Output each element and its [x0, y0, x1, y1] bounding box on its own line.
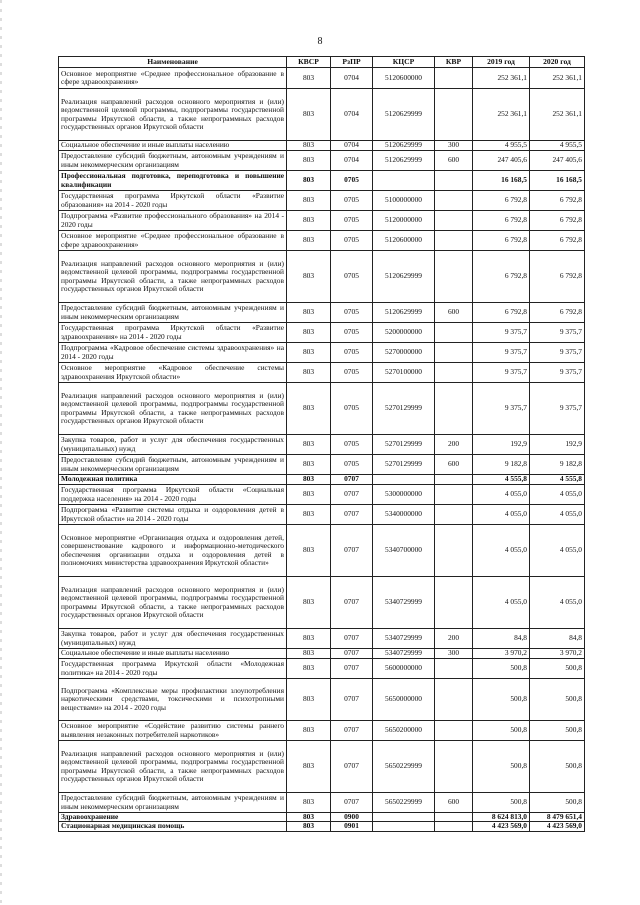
cell-kvsr: 803: [287, 303, 331, 323]
cell-kvsr: 803: [287, 793, 331, 813]
table-row: [59, 251, 585, 303]
cell-2020: 4 055,0: [530, 525, 585, 577]
cell-name: Основное мероприятие «Содействие развитию системы раннего выявления незаконных потребителей наркотиков»: [59, 721, 287, 741]
header-kvsr: КВСР: [287, 57, 331, 68]
table-row: [59, 505, 585, 525]
cell-2019: 9 182,8: [473, 455, 530, 475]
cell-2020: 9 375,7: [530, 323, 585, 343]
cell-2020: 8 479 651,4: [530, 813, 585, 822]
cell-kvr: [435, 231, 473, 251]
cell-kvr: [435, 211, 473, 231]
cell-2020: 4 055,0: [530, 577, 585, 629]
cell-kcsr: 5100000000: [373, 191, 435, 211]
cell-2019: 6 792,8: [473, 303, 530, 323]
cell-name: Закупка товаров, работ и услуг для обеспечения государственных (муниципальных) нужд: [59, 435, 287, 455]
cell-2019: 6 792,8: [473, 191, 530, 211]
cell-2020: 500,8: [530, 721, 585, 741]
scan-edge-artifact: [0, 0, 2, 905]
cell-rzpr: 0705: [331, 251, 373, 303]
cell-kvsr: 803: [287, 629, 331, 649]
cell-2019: 252 361,1: [473, 68, 530, 89]
cell-rzpr: 0901: [331, 822, 373, 831]
table-row: [59, 485, 585, 505]
table-row: [59, 231, 585, 251]
cell-kvsr: 803: [287, 679, 331, 721]
cell-name: Основное мероприятие «Кадровое обеспечение системы здравоохранения Иркутской области»: [59, 363, 287, 383]
cell-kcsr: 5270129999: [373, 435, 435, 455]
cell-kvr: [435, 68, 473, 89]
cell-kvsr: 803: [287, 383, 331, 435]
cell-name: Основное мероприятие «Среднее профессиональное образование в сфере здравоохранения»: [59, 68, 287, 89]
header-name: Наименование: [59, 57, 287, 68]
cell-kcsr: 5340729999: [373, 629, 435, 649]
cell-2020: 252 361,1: [530, 68, 585, 89]
cell-rzpr: 0707: [331, 679, 373, 721]
cell-kcsr: 5300000000: [373, 485, 435, 505]
cell-kcsr: 5120600000: [373, 68, 435, 89]
table-header-row: [59, 57, 585, 68]
cell-name: Подпрограмма «Развитие профессионального образования» на 2014 - 2020 годы: [59, 211, 287, 231]
cell-kcsr: 5270129999: [373, 455, 435, 475]
cell-2019: 4 055,0: [473, 505, 530, 525]
cell-name: Подпрограмма «Развитие системы отдыха и оздоровления детей в Иркутской области» на 2014 - 2020 годы: [59, 505, 287, 525]
cell-2019: 9 375,7: [473, 363, 530, 383]
cell-2020: 252 361,1: [530, 89, 585, 141]
cell-kvsr: 803: [287, 435, 331, 455]
cell-name: Государственная программа Иркутской области «Молодежная политика» на 2014 - 2020 годы: [59, 659, 287, 679]
cell-2019: 8 624 813,0: [473, 813, 530, 822]
table-row: [59, 659, 585, 679]
cell-name: Государственная программа Иркутской области «Развитие здравоохранения» на 2014 - 2020 годы: [59, 323, 287, 343]
cell-2020: 6 792,8: [530, 191, 585, 211]
cell-2020: 500,8: [530, 679, 585, 721]
cell-2019: 4 055,0: [473, 485, 530, 505]
table-row: [59, 343, 585, 363]
table-row: [59, 141, 585, 151]
cell-2019: 500,8: [473, 659, 530, 679]
cell-rzpr: 0705: [331, 211, 373, 231]
cell-2020: 247 405,6: [530, 151, 585, 171]
cell-kcsr: [373, 822, 435, 831]
cell-name: Основное мероприятие «Организация отдыха и оздоровления детей, совершенствование кадрового и информационно-методического обеспечения организации отдыха и оздоровления детей в полномочиях министерства здравоохранения Иркутской области»: [59, 525, 287, 577]
cell-rzpr: 0707: [331, 629, 373, 649]
cell-rzpr: 0705: [331, 231, 373, 251]
cell-kvr: [435, 741, 473, 793]
cell-2020: 6 792,8: [530, 231, 585, 251]
cell-name: Закупка товаров, работ и услуг для обеспечения государственных (муниципальных) нужд: [59, 629, 287, 649]
cell-kvsr: 803: [287, 151, 331, 171]
cell-kvr: 300: [435, 649, 473, 659]
cell-2020: 9 375,7: [530, 343, 585, 363]
cell-rzpr: 0707: [331, 741, 373, 793]
cell-2020: 500,8: [530, 793, 585, 813]
cell-2019: 4 423 569,0: [473, 822, 530, 831]
table-row: [59, 822, 585, 831]
cell-name: Реализация направлений расходов основного мероприятия и (или) ведомственной целевой программы, подпрограммы государственной программы Иркутской области, а также непрограммных расходов государственных органов Иркутской области: [59, 741, 287, 793]
table-row: [59, 191, 585, 211]
cell-kcsr: [373, 813, 435, 822]
cell-2020: 6 792,8: [530, 211, 585, 231]
cell-kvr: [435, 505, 473, 525]
cell-kvsr: 803: [287, 822, 331, 831]
cell-name: Предоставление субсидий бюджетным, автономным учреждениям и иным некоммерческим организациям: [59, 455, 287, 475]
cell-rzpr: 0707: [331, 793, 373, 813]
cell-kvr: 300: [435, 141, 473, 151]
cell-kcsr: 5340700000: [373, 525, 435, 577]
cell-2020: 16 168,5: [530, 171, 585, 191]
table-row: [59, 89, 585, 141]
table-row: [59, 323, 585, 343]
cell-kvsr: 803: [287, 455, 331, 475]
cell-kcsr: 5650229999: [373, 793, 435, 813]
cell-2020: 9 182,8: [530, 455, 585, 475]
table-row: [59, 68, 585, 89]
cell-2020: 4 423 569,0: [530, 822, 585, 831]
cell-kvr: [435, 191, 473, 211]
table-row: [59, 525, 585, 577]
cell-kvr: [435, 525, 473, 577]
cell-kvr: 600: [435, 151, 473, 171]
cell-kvsr: 803: [287, 505, 331, 525]
cell-2020: 84,8: [530, 629, 585, 649]
cell-rzpr: 0705: [331, 363, 373, 383]
cell-name: Реализация направлений расходов основного мероприятия и (или) ведомственной целевой программы, подпрограммы государственной программы Иркутской области, а также непрограммных расходов государственных органов Иркутской области: [59, 251, 287, 303]
cell-2019: 9 375,7: [473, 383, 530, 435]
cell-kvsr: 803: [287, 251, 331, 303]
cell-name: Реализация направлений расходов основного мероприятия и (или) ведомственной целевой программы, подпрограммы государственной программы Иркутской области, а также непрограммных расходов государственных органов Иркутской области: [59, 89, 287, 141]
cell-kvr: 200: [435, 629, 473, 649]
cell-2019: 192,9: [473, 435, 530, 455]
cell-kvr: [435, 171, 473, 191]
cell-kvsr: 803: [287, 813, 331, 822]
cell-rzpr: 0704: [331, 141, 373, 151]
cell-name: Молодежная политика: [59, 475, 287, 485]
cell-kvsr: 803: [287, 649, 331, 659]
cell-2019: 16 168,5: [473, 171, 530, 191]
cell-2019: 6 792,8: [473, 251, 530, 303]
cell-rzpr: 0705: [331, 343, 373, 363]
header-2020: 2020 год: [530, 57, 585, 68]
header-2019: 2019 год: [473, 57, 530, 68]
table-row: [59, 383, 585, 435]
cell-kcsr: 5270129999: [373, 383, 435, 435]
header-rzpr: РзПР: [331, 57, 373, 68]
cell-2020: 6 792,8: [530, 251, 585, 303]
cell-kcsr: 5340729999: [373, 577, 435, 629]
table-body: [59, 68, 585, 832]
cell-2019: 500,8: [473, 679, 530, 721]
table-row: [59, 721, 585, 741]
cell-2019: 6 792,8: [473, 231, 530, 251]
cell-name: Реализация направлений расходов основного мероприятия и (или) ведомственной целевой программы, подпрограммы государственной программы Иркутской области, а также непрограммных расходов государственных органов Иркутской области: [59, 577, 287, 629]
cell-kcsr: 5120000000: [373, 211, 435, 231]
table-row: [59, 363, 585, 383]
cell-kvr: [435, 475, 473, 485]
cell-kcsr: 5650229999: [373, 741, 435, 793]
cell-kvsr: 803: [287, 741, 331, 793]
cell-kvr: [435, 659, 473, 679]
cell-2019: 84,8: [473, 629, 530, 649]
cell-2020: 500,8: [530, 659, 585, 679]
cell-kcsr: 5340000000: [373, 505, 435, 525]
cell-kcsr: 5200000000: [373, 323, 435, 343]
cell-kvsr: 803: [287, 659, 331, 679]
table-row: [59, 741, 585, 793]
cell-kvr: [435, 485, 473, 505]
cell-kcsr: 5120629999: [373, 251, 435, 303]
cell-2020: 4 055,0: [530, 485, 585, 505]
cell-kvr: [435, 89, 473, 141]
cell-name: Реализация направлений расходов основного мероприятия и (или) ведомственной целевой программы, подпрограммы государственной программы Иркутской области, а также непрограммных расходов государственных органов Иркутской области: [59, 383, 287, 435]
cell-name: Предоставление субсидий бюджетным, автономным учреждениям и иным некоммерческим организациям: [59, 303, 287, 323]
cell-kvsr: 803: [287, 323, 331, 343]
cell-2019: 4 955,5: [473, 141, 530, 151]
cell-kvsr: 803: [287, 475, 331, 485]
cell-rzpr: 0704: [331, 89, 373, 141]
cell-kvsr: 803: [287, 343, 331, 363]
cell-rzpr: 0705: [331, 171, 373, 191]
cell-2019: 4 055,0: [473, 525, 530, 577]
cell-2019: 9 375,7: [473, 323, 530, 343]
cell-kcsr: 5120629999: [373, 151, 435, 171]
cell-name: Основное мероприятие «Среднее профессиональное образование в сфере здравоохранения»: [59, 231, 287, 251]
cell-2019: 252 361,1: [473, 89, 530, 141]
cell-name: Социальное обеспечение и иные выплаты населению: [59, 649, 287, 659]
cell-2020: 9 375,7: [530, 363, 585, 383]
cell-2020: 500,8: [530, 741, 585, 793]
cell-rzpr: 0707: [331, 649, 373, 659]
table-row: [59, 793, 585, 813]
cell-name: Подпрограмма «Кадровое обеспечение системы здравоохранения» на 2014 - 2020 годы: [59, 343, 287, 363]
cell-rzpr: 0705: [331, 435, 373, 455]
table-row: [59, 171, 585, 191]
cell-kcsr: 5120629999: [373, 141, 435, 151]
cell-kvr: [435, 383, 473, 435]
cell-kvsr: 803: [287, 141, 331, 151]
cell-kvsr: 803: [287, 211, 331, 231]
cell-kvr: [435, 343, 473, 363]
header-kcsr: КЦСР: [373, 57, 435, 68]
cell-kcsr: 5270100000: [373, 363, 435, 383]
cell-kvsr: 803: [287, 485, 331, 505]
cell-rzpr: 0705: [331, 323, 373, 343]
cell-2019: 500,8: [473, 721, 530, 741]
cell-rzpr: 0705: [331, 455, 373, 475]
cell-rzpr: 0707: [331, 525, 373, 577]
cell-kvr: [435, 822, 473, 831]
cell-kvr: 600: [435, 793, 473, 813]
cell-name: Государственная программа Иркутской области «Развитие образования» на 2014 - 2020 годы: [59, 191, 287, 211]
cell-kcsr: 5120600000: [373, 231, 435, 251]
cell-kvr: [435, 363, 473, 383]
cell-kvr: 600: [435, 455, 473, 475]
table-row: [59, 455, 585, 475]
cell-rzpr: 0707: [331, 659, 373, 679]
cell-name: Подпрограмма «Комплексные меры профилактики злоупотребления наркотическими средствами, токсическими и психотропными веществами» на 2014 - 2020 годы: [59, 679, 287, 721]
cell-name: Здравоохранение: [59, 813, 287, 822]
cell-rzpr: 0707: [331, 577, 373, 629]
cell-kvr: 200: [435, 435, 473, 455]
cell-2020: 192,9: [530, 435, 585, 455]
cell-kvsr: 803: [287, 171, 331, 191]
cell-2020: 4 955,5: [530, 141, 585, 151]
cell-kvsr: 803: [287, 525, 331, 577]
cell-kvr: 600: [435, 303, 473, 323]
cell-kcsr: [373, 475, 435, 485]
cell-2019: 4 055,0: [473, 577, 530, 629]
table-row: [59, 577, 585, 629]
cell-rzpr: 0707: [331, 475, 373, 485]
page-number: 8: [317, 36, 323, 47]
cell-2019: 500,8: [473, 793, 530, 813]
cell-rzpr: 0705: [331, 191, 373, 211]
table-row: [59, 629, 585, 649]
table-row: [59, 679, 585, 721]
cell-2019: 9 375,7: [473, 343, 530, 363]
cell-2020: 3 970,2: [530, 649, 585, 659]
cell-name: Стационарная медицинская помощь: [59, 822, 287, 831]
cell-kvsr: 803: [287, 363, 331, 383]
cell-rzpr: 0705: [331, 383, 373, 435]
cell-kvr: [435, 679, 473, 721]
cell-kcsr: 5340729999: [373, 649, 435, 659]
cell-kvr: [435, 251, 473, 303]
cell-kvr: [435, 577, 473, 629]
cell-kvsr: 803: [287, 191, 331, 211]
table-row: [59, 211, 585, 231]
cell-rzpr: 0704: [331, 68, 373, 89]
header-kvr: КВР: [435, 57, 473, 68]
cell-2019: 6 792,8: [473, 211, 530, 231]
cell-rzpr: 0707: [331, 485, 373, 505]
cell-2020: 4 055,0: [530, 505, 585, 525]
cell-kcsr: 5650200000: [373, 721, 435, 741]
cell-name: Предоставление субсидий бюджетным, автономным учреждениям и иным некоммерческим организациям: [59, 793, 287, 813]
cell-rzpr: 0707: [331, 721, 373, 741]
cell-2020: 4 555,8: [530, 475, 585, 485]
cell-2020: 9 375,7: [530, 383, 585, 435]
cell-kcsr: 5120629999: [373, 89, 435, 141]
cell-name: Государственная программа Иркутской области «Социальная поддержка населения» на 2014 - 2020 годы: [59, 485, 287, 505]
cell-kcsr: 5600000000: [373, 659, 435, 679]
cell-2019: 4 555,8: [473, 475, 530, 485]
cell-kvr: [435, 813, 473, 822]
cell-name: Предоставление субсидий бюджетным, автономным учреждениям и иным некоммерческим организациям: [59, 151, 287, 171]
cell-kvsr: 803: [287, 231, 331, 251]
cell-name: Социальное обеспечение и иные выплаты населению: [59, 141, 287, 151]
cell-rzpr: 0705: [331, 303, 373, 323]
cell-kcsr: 5650000000: [373, 679, 435, 721]
cell-2019: 3 970,2: [473, 649, 530, 659]
table-row: [59, 435, 585, 455]
cell-kcsr: 5270000000: [373, 343, 435, 363]
cell-kvr: [435, 721, 473, 741]
cell-2019: 500,8: [473, 741, 530, 793]
cell-kvsr: 803: [287, 721, 331, 741]
table-row: [59, 303, 585, 323]
cell-kvsr: 803: [287, 68, 331, 89]
cell-2020: 6 792,8: [530, 303, 585, 323]
cell-name: Профессиональная подготовка, переподготовка и повышение квалификации: [59, 171, 287, 191]
cell-kcsr: [373, 171, 435, 191]
budget-table: [58, 56, 585, 832]
cell-kvsr: 803: [287, 577, 331, 629]
cell-rzpr: 0707: [331, 505, 373, 525]
cell-kvsr: 803: [287, 89, 331, 141]
cell-rzpr: 0900: [331, 813, 373, 822]
cell-rzpr: 0704: [331, 151, 373, 171]
cell-kvr: [435, 323, 473, 343]
cell-2019: 247 405,6: [473, 151, 530, 171]
cell-kcsr: 5120629999: [373, 303, 435, 323]
table-row: [59, 151, 585, 171]
table-row: [59, 475, 585, 485]
table-row: [59, 649, 585, 659]
